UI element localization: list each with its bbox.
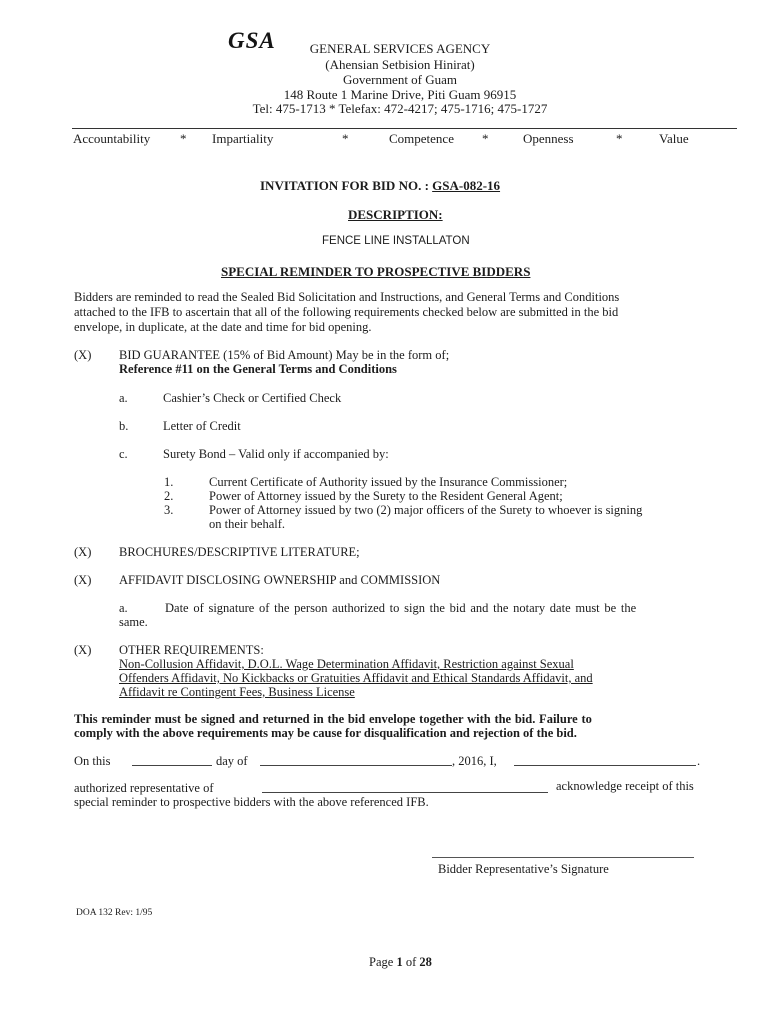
ack-year: , 2016, I,	[452, 754, 497, 768]
ack-day-of: day of	[216, 754, 248, 768]
month-blank[interactable]	[260, 754, 452, 766]
checkbox-mark: (X)	[74, 348, 92, 362]
other-requirements-line-2	[119, 671, 593, 686]
value-value: Value	[659, 131, 689, 146]
other-requirements-line-3: Affidavit re Contingent Fees, Business License	[119, 685, 355, 699]
brochures-text: BROCHURES/DESCRIPTIVE LITERATURE;	[119, 545, 360, 559]
page-label: Page	[369, 955, 397, 969]
reminder-title: SPECIAL REMINDER TO PROSPECTIVE BIDDERS	[221, 264, 531, 279]
affidavit-a-text: Date of signature of the person authorized to sign the bid and the notary date must be the	[165, 601, 637, 615]
value-separator: *	[180, 131, 187, 146]
notice-line-1: This reminder must be signed and returned in the bid envelope together with the bid. Failure to	[74, 712, 592, 726]
intro-line-3: envelope, in duplicate, at the date and time for bid opening.	[74, 320, 372, 334]
form-number: DOA 132 Rev: 1/95	[76, 908, 153, 918]
surety-item-number: 3.	[164, 503, 174, 517]
header-divider	[72, 128, 737, 129]
option-letter: b.	[119, 419, 129, 433]
page-current: 1	[396, 955, 403, 969]
bid-guarantee-text: BID GUARANTEE (15% of Bid Amount) May be in the form of;	[119, 348, 450, 362]
ack-acknowledge: acknowledge receipt of this	[556, 779, 694, 793]
checkbox-mark: (X)	[74, 545, 92, 559]
other-requirements-heading: OTHER REQUIREMENTS:	[119, 643, 264, 657]
surety-item-text: Power of Attorney issued by two (2) major officers of the Surety to whoever is signing	[209, 503, 643, 517]
option-text: Surety Bond – Valid only if accompanied by:	[163, 447, 389, 461]
name-blank[interactable]	[514, 754, 696, 766]
value-separator: *	[482, 131, 489, 146]
page-number	[369, 955, 432, 970]
surety-item-number: 1.	[164, 475, 174, 489]
page-of: of	[402, 955, 420, 969]
ifb-number: GSA-082-16	[432, 178, 501, 193]
government-line: Government of Guam	[342, 72, 458, 87]
ifb-label: INVITATION FOR BID NO. :	[260, 178, 433, 193]
surety-item-text-continued: on their behalf.	[209, 517, 286, 531]
option-text: Cashier’s Check or Certified Check	[163, 391, 342, 405]
option-text: Letter of Credit	[163, 419, 241, 433]
value-separator: *	[616, 131, 623, 146]
agency-name: GENERAL SERVICES AGENCY	[309, 41, 491, 56]
option-letter: c.	[119, 447, 128, 461]
intro-line-2: attached to the IFB to ascertain that all of the following requirements checked below are submitted in the bid	[74, 305, 619, 319]
affidavit-a-letter: a.	[119, 601, 128, 615]
affidavit-text: AFFIDAVIT DISCLOSING OWNERSHIP and COMMISSION	[119, 573, 441, 587]
agency-local-name: (Ahensian Setbision Hinirat)	[325, 57, 475, 72]
phone-line: Tel: 475-1713 * Telefax: 472-4217; 475-1716; 475-1727	[252, 101, 548, 116]
description-text: FENCE LINE INSTALLATON	[322, 235, 470, 247]
affidavit-a-continued: same.	[119, 615, 148, 629]
signature-label: Bidder Representative’s Signature	[438, 862, 609, 876]
ifb-title	[260, 178, 500, 193]
surety-item-text: Current Certificate of Authority issued by the Insurance Commissioner;	[209, 475, 568, 489]
checkbox-mark: (X)	[74, 573, 92, 587]
other-requirements-line-1: Non-Collusion Affidavit, D.O.L. Wage Determination Affidavit, Restriction against Sexual	[119, 657, 574, 671]
checkbox-mark: (X)	[74, 643, 92, 657]
address-line: 148 Route 1 Marine Drive, Piti Guam 96915	[283, 87, 517, 102]
bid-guarantee-reference: Reference #11 on the General Terms and Conditions	[119, 362, 397, 376]
other-requirements-line-2-rest: and Ethical Standards Affidavit, and	[408, 671, 593, 685]
page-total: 28	[419, 955, 432, 969]
ack-line-2: special reminder to prospective bidders with the above referenced IFB.	[74, 795, 429, 809]
surety-item-text: Power of Attorney issued by the Surety to the Resident General Agent;	[209, 489, 563, 503]
gsa-logo: GSA	[228, 28, 276, 53]
company-blank[interactable]	[262, 781, 548, 793]
ack-period: .	[697, 754, 701, 768]
value-separator: *	[342, 131, 349, 146]
value-competence: Competence	[389, 131, 454, 146]
value-impartiality: Impartiality	[212, 131, 274, 146]
other-requirements-line-2-underlined: Offenders Affidavit, No Kickbacks or Gratuities Affidavit	[119, 671, 409, 685]
signature-line[interactable]	[432, 857, 694, 858]
option-letter: a.	[119, 391, 128, 405]
ack-authorized: authorized representative of	[74, 781, 214, 795]
day-blank[interactable]	[132, 754, 212, 766]
surety-item-number: 2.	[164, 489, 174, 503]
ack-on-this: On this	[74, 754, 111, 768]
value-accountability: Accountability	[73, 131, 151, 146]
intro-line-1: Bidders are reminded to read the Sealed Bid Solicitation and Instructions, and General Terms and Conditions	[74, 290, 620, 304]
notice-line-2: comply with the above requirements may be cause for disqualification and rejection of the bid.	[74, 726, 577, 740]
value-openness: Openness	[523, 131, 574, 146]
description-heading: DESCRIPTION:	[348, 207, 443, 222]
